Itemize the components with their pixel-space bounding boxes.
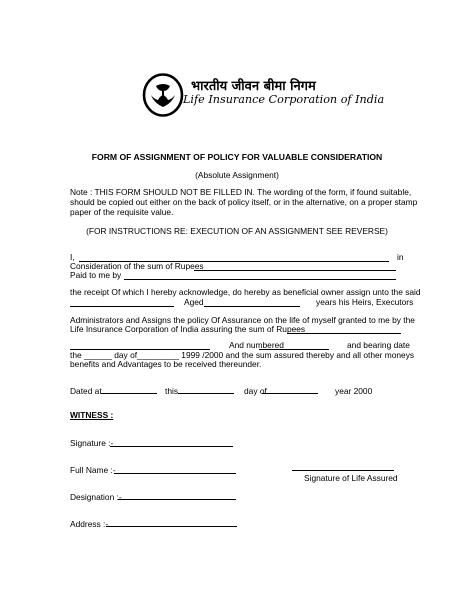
bearing-date-label: and bearing date: [347, 340, 410, 350]
dated-at-label: Dated at: [70, 386, 102, 396]
assured-signature-field[interactable]: [292, 470, 394, 471]
lic-logo: [141, 73, 185, 117]
witness-address-label: Address :-: [70, 519, 109, 529]
consideration-label: Consideration of the sum of Rupees: [70, 261, 204, 271]
i-label: I,: [70, 252, 75, 262]
and-numbered-label: And numbered: [229, 340, 284, 350]
witness-designation-field[interactable]: [118, 499, 236, 500]
receipt-text: the receipt Of which I hereby acknowledge, do hereby as beneficial owner assign unto the said: [70, 287, 421, 297]
day-of-label: day of: [244, 386, 267, 396]
sum-assured-field[interactable]: [287, 333, 401, 334]
witness-heading: WITNESS :: [70, 410, 114, 420]
lic-sum-text: Life Insurance Corporation of India assuring the sum of Rupees: [70, 324, 306, 334]
form-subtitle: (Absolute Assignment): [195, 170, 279, 180]
this-label: this: [165, 386, 179, 396]
witness-full-name-label: Full Name :-: [70, 465, 116, 475]
paid-by-field[interactable]: [124, 279, 396, 280]
assignee-name-field[interactable]: [70, 306, 174, 307]
witness-address-field[interactable]: [106, 526, 237, 527]
witness-signature-field[interactable]: [110, 446, 233, 447]
note-line-3: paper of the requisite value.: [70, 207, 174, 217]
day-field[interactable]: [178, 393, 234, 394]
benefits-text: benefits and Advantages to be received thereunder.: [70, 359, 262, 369]
aged-label: Aged: [184, 297, 204, 307]
english-organization-name: Life Insurance Corporation of India: [183, 93, 385, 106]
consideration-amount-field[interactable]: [194, 270, 396, 271]
form-title: FORM OF ASSIGNMENT OF POLICY FOR VALUABLE CONSIDERATION: [91, 152, 383, 162]
witness-full-name-field[interactable]: [114, 473, 236, 474]
years-heirs-text: years his Heirs, Executors: [316, 297, 414, 307]
day-of-line: the ______ day of_________ 1999 /2000 and the sum assured thereby and all other moneys: [70, 350, 415, 360]
administrators-text: Administrators and Assigns the policy Of Assurance on the life of myself granted to me by the: [70, 315, 415, 325]
assured-signature-label: Signature of Life Assured: [304, 473, 398, 483]
assignee-age-field[interactable]: [204, 306, 300, 307]
witness-signature-label: Signature :-: [70, 438, 114, 448]
witness-designation-label: Designation :-: [70, 492, 122, 502]
note-line-2: should be copied out either on the back of policy itself, or in the alternative, on a proper stamp: [70, 197, 418, 207]
paid-to-label: Paid to me by: [70, 270, 122, 280]
year-label: year 2000: [335, 386, 373, 396]
instructions-note: (FOR INSTRUCTIONS RE: EXECUTION OF AN ASSIGNMENT SEE REVERSE): [86, 226, 388, 236]
hindi-organization-name: भारतीय जीवन बीमा निगम: [191, 79, 316, 94]
note-line-1: Note : THIS FORM SHOULD NOT BE FILLED IN. The wording of the form, if found suitable,: [70, 187, 412, 197]
month-field[interactable]: [262, 393, 318, 394]
in-label: in: [397, 252, 404, 262]
place-field[interactable]: [101, 393, 157, 394]
